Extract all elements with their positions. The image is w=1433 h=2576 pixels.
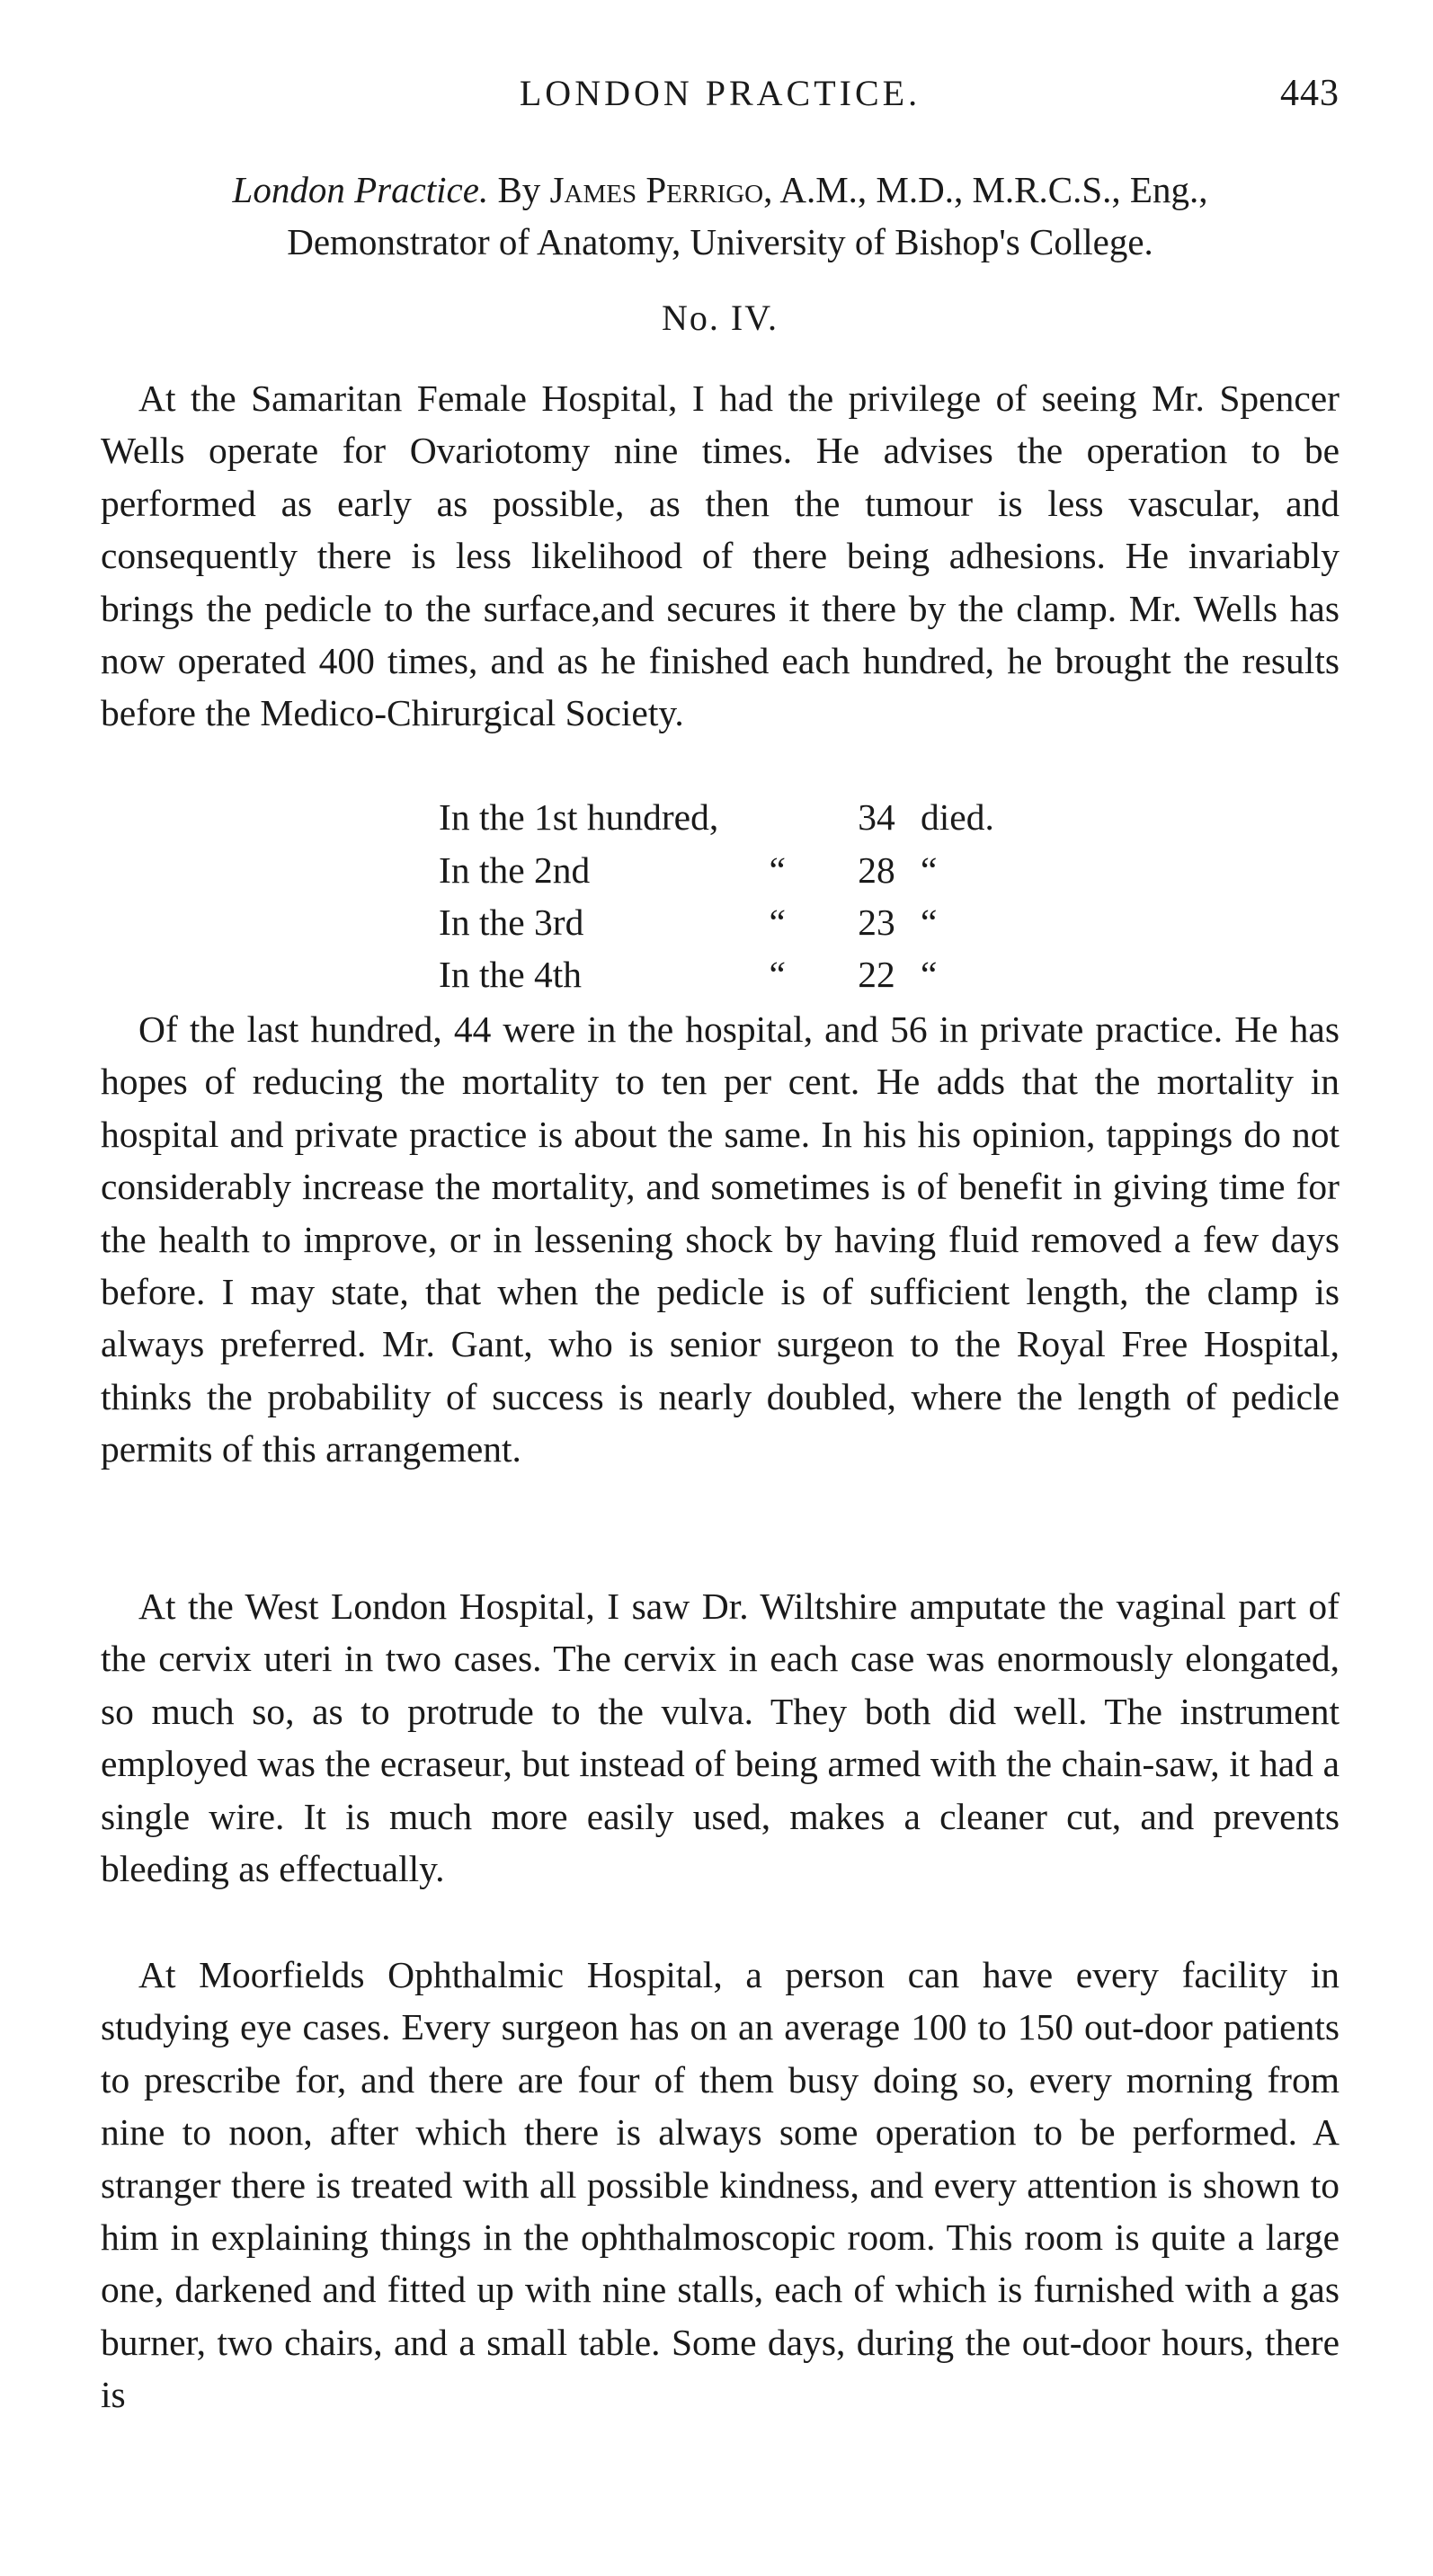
mortality-table xyxy=(439,791,1001,1001)
row-label: In the 2nd xyxy=(439,848,591,891)
death-unit: died. xyxy=(921,796,994,839)
death-count: 34 xyxy=(858,796,895,839)
row-label: In the 3rd xyxy=(439,901,584,943)
ditto-mark xyxy=(719,791,832,843)
running-title: LONDON PRACTICE. xyxy=(519,73,921,113)
author-position: Demonstrator of Anatomy, University of Bishop's College. xyxy=(287,221,1153,262)
paragraph-1: At the Samaritan Female Hospital, I had the privilege of seeing Mr. Spencer Wells operate for Ovariotomy nine times. He advises the operation to be performed as early as possible, as then the tumour is less vascular, and consequently there is less likelihood of there being adhesions. He invariably brings the pedicle to the surface,and secures it there by the clamp. Mr. Wells has now operated 400 times, and as he finished each hundred, he brought the results before the Medico-Chirurgical Society. xyxy=(101,378,1340,734)
page-number: 443 xyxy=(1280,73,1340,114)
table-row xyxy=(439,791,1001,843)
byline xyxy=(101,164,1340,268)
death-unit: “ xyxy=(921,954,938,996)
death-count: 22 xyxy=(858,954,895,996)
byline-line-1 xyxy=(101,164,1340,216)
byline-by: By xyxy=(497,169,541,210)
work-title: London Practice. xyxy=(232,169,489,210)
running-head xyxy=(101,72,1340,126)
author-credentials: , A.M., M.D., M.R.C.S., Eng., xyxy=(763,169,1208,210)
ditto-mark: “ xyxy=(765,954,787,996)
paragraph-3-block xyxy=(101,1580,1340,1895)
paragraph-4: At Moorfields Ophthalmic Hospital, a person can have every facility in studying eye cases. Every surgeon has on an average 100 to 150 out-door patients to prescribe for, and there are four of them busy doing so, every morning from nine to noon, after which there is always some operation to be performed. A stranger there is treated with all possible kindness, and every attention is shown to him in explaining things in the ophthalmoscopic room. This room is quite a large one, darkened and fitted up with nine stalls, each of which is furnished with a gas burner, two chairs, and a small table. Some days, during the out-door hours, there is xyxy=(101,1954,1340,2416)
author-name: James Perrigo xyxy=(549,169,764,210)
table-row xyxy=(439,948,1001,1000)
row-label: In the 4th xyxy=(439,954,583,996)
ditto-mark: “ xyxy=(765,901,787,943)
table-row xyxy=(439,843,1001,895)
paragraph-1-block xyxy=(101,372,1340,740)
paragraph-2-block xyxy=(101,1003,1340,1476)
section-number: No. IV. xyxy=(662,298,779,338)
death-count: 23 xyxy=(858,901,895,943)
ditto-mark: “ xyxy=(765,848,787,891)
paragraph-3: At the West London Hospital, I saw Dr. Wiltshire amputate the vaginal part of the cervix uteri in two cases. The cervix in each case was enormously elongated, so much so, as to protrude to the vulva. They both did well. The instrument employed was the ecraseur, but instead of being armed with the chain-saw, it had a single wire. It is much more easily used, makes a cleaner cut, and prevents bleeding as effectually. xyxy=(101,1586,1340,1890)
row-label: In the 1st hundred, xyxy=(439,796,719,839)
death-unit: “ xyxy=(921,901,938,943)
table-row xyxy=(439,896,1001,948)
death-unit: “ xyxy=(921,848,938,891)
paragraph-2: Of the last hundred, 44 were in the hospital, and 56 in private practice. He has hopes of reducing the mortality to ten per cent. He adds that the mortality in hospital and private practice is about the same. In his his opinion, tappings do not considerably increase the mortality, and sometimes is of benefit in giving time for the health to improve, or in lessening shock by having fluid removed a few days before. I may state, that when the pedicle is of sufficient length, the clamp is always preferred. Mr. Gant, who is senior surgeon to the Royal Free Hospital, thinks the probability of success is nearly doubled, where the length of pedicle permits of this arrangement. xyxy=(101,1008,1340,1470)
death-count: 28 xyxy=(858,848,895,891)
paragraph-4-block xyxy=(101,1949,1340,2421)
